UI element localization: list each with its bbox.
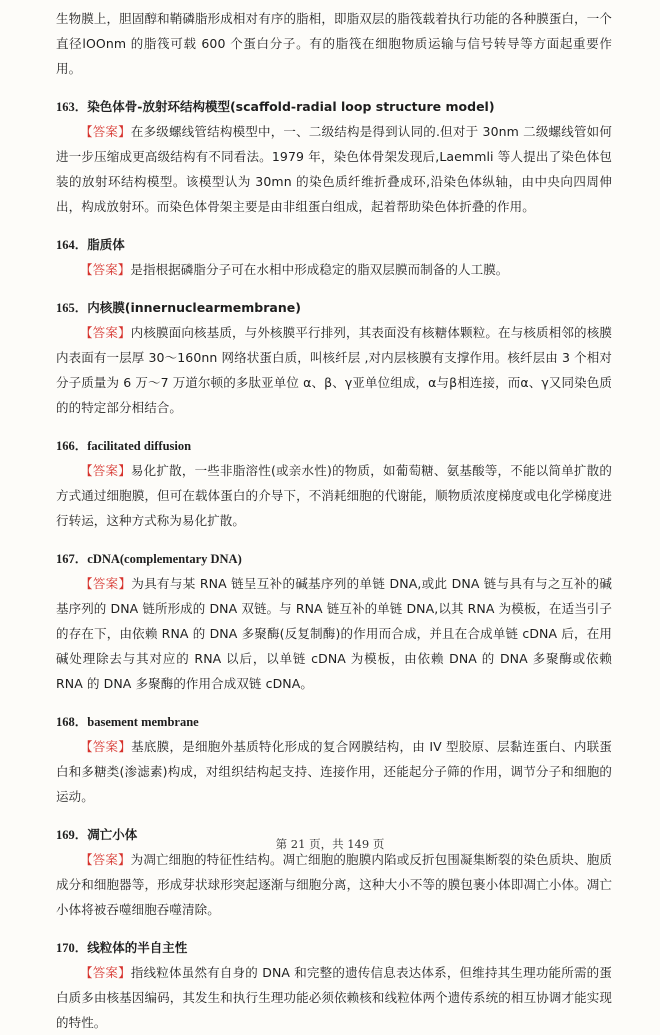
entry-term: cDNA(complementary DNA) <box>87 552 242 566</box>
entry-number: 167． <box>56 552 88 566</box>
glossary-entry <box>56 710 612 809</box>
answer-text: 为具有与某 RNA 链呈互补的碱基序列的单链 DNA,或此 DNA 链与具有与之互补的碱基序列的 DNA 链所形成的 DNA 双链。与 RNA 链互补的单链 DNA,以其 RNA 为模板，在适当引子的存在下，由依赖 RNA 的 DNA 多聚酶(反复制酶)的作用而合成，并且在合成单链 cDNA 后，在用碱处理除去与其对应的 RNA 以后，以单链 cDNA 为模板，由依赖 DNA 的 DNA 多聚酶或依赖 RNA 的 DNA 多聚酶的作用合成双链 cDNA。 <box>56 576 612 691</box>
glossary-entry <box>56 95 612 219</box>
entry-heading <box>56 233 612 257</box>
entry-answer <box>56 257 612 282</box>
answer-tag: 【答案】 <box>80 576 132 591</box>
entry-answer <box>56 320 612 420</box>
glossary-entry <box>56 296 612 420</box>
answer-tag: 【答案】 <box>80 852 131 867</box>
entry-heading <box>56 296 612 320</box>
answer-text: 内核膜面向核基质，与外核膜平行排列，其表面没有核糖体颗粒。在与核质相邻的核膜内表面有一层厚 30～160nn 网络状蛋白质，叫核纤层 ,对内层核膜有支撑作用。核纤层由 3 个相对分子质量为 6 万～7 万道尔顿的多肽亚单位 α、β、γ亚单位组成，α与β相连接，而α、γ又同染色质的的特定部分相结合。 <box>56 325 612 415</box>
entry-term: 染色体骨-放射环结构模型(scaffold-radial loop structure model) <box>87 99 495 114</box>
entry-term: basement membrane <box>87 715 199 729</box>
answer-text: 是指根据磷脂分子可在水相中形成稳定的脂双层膜而制备的人工膜。 <box>130 262 509 277</box>
entry-answer <box>56 734 612 809</box>
answer-text: 基底膜，是细胞外基质特化形成的复合网膜结构，由 IV 型胶原、层黏连蛋白、内联蛋白和多糖类(渗滤素)构成，对组织结构起支持、连接作用，还能起分子筛的作用，调节分子和细胞的运动。 <box>56 739 612 804</box>
entry-number: 165． <box>56 301 88 315</box>
entry-answer <box>56 960 612 1035</box>
answer-tag: 【答案】 <box>80 463 131 478</box>
entry-heading <box>56 710 612 734</box>
answer-text: 指线粒体虽然有自身的 DNA 和完整的遗传信息表达体系，但维持其生理功能所需的蛋白质多由核基因编码，其发生和执行生理功能必须依赖核和线粒体两个遗传系统的相互协调才能实现的特性。 <box>56 965 612 1030</box>
entry-heading <box>56 547 612 571</box>
entry-answer <box>56 119 612 219</box>
entry-number: 164． <box>56 238 88 252</box>
page-footer: 第 21 页，共 149 页 <box>275 837 385 851</box>
entry-heading <box>56 95 612 119</box>
answer-tag: 【答案】 <box>80 124 131 139</box>
answer-tag: 【答案】 <box>80 965 131 980</box>
entry-heading <box>56 434 612 458</box>
entry-answer <box>56 847 612 922</box>
entry-number: 170． <box>56 941 88 955</box>
entry-term: 凋亡小体 <box>87 827 138 842</box>
answer-text: 为凋亡细胞的特征性结构。凋亡细胞的胞膜内陷或反折包围凝集断裂的染色质块、胞质成分和细胞器等，形成芽状球形突起逐渐与细胞分离，这种大小不等的膜包裹小体即凋亡小体。凋亡小体将被吞噬细胞吞噬清除。 <box>56 852 612 917</box>
glossary-entry <box>56 547 612 696</box>
glossary-entry <box>56 233 612 282</box>
entry-term: 脂质体 <box>87 237 125 252</box>
glossary-entry <box>56 434 612 533</box>
entry-list <box>56 95 612 1035</box>
answer-tag: 【答案】 <box>80 325 131 340</box>
entry-term: 内核膜(innernuclearmembrane) <box>87 300 301 315</box>
entry-number: 168． <box>56 715 88 729</box>
entry-term: 线粒体的半自主性 <box>87 940 188 955</box>
entry-heading <box>56 936 612 960</box>
lead-paragraph <box>56 6 612 81</box>
lead-text: 生物膜上，胆固醇和鞘磷脂形成相对有序的脂相，即脂双层的脂筏载着执行功能的各种膜蛋白，一个直径lOOnm 的脂筏可载 600 个蛋白分子。有的脂筏在细胞物质运输与信号转导等方面起重要作用。 <box>56 11 612 76</box>
answer-tag: 【答案】 <box>80 262 131 277</box>
glossary-entry <box>56 936 612 1035</box>
entry-term: facilitated diffusion <box>87 439 192 453</box>
entry-number: 166． <box>56 439 88 453</box>
entry-answer <box>56 571 612 696</box>
entry-number: 163． <box>56 100 88 114</box>
answer-text: 在多级螺线管结构模型中，一、二级结构是得到认同的.但对于 30nm 二级螺线管如何进一步压缩成更高级结构有不同看法。1979 年，染色体骨架发现后,Laemmli 等人提出了染色体包装的放射环结构模型。该模型认为 30mn 的染色质纤维折叠成环,沿染色体纵轴，由中央向四周伸出，构成放射环。而染色体骨架主要是由非组蛋白组成，起着帮助染色体折叠的作用。 <box>56 124 612 214</box>
answer-text: 易化扩散，一些非脂溶性(或亲水性)的物质，如葡萄糖、氨基酸等，不能以简单扩散的方式通过细胞膜，但可在载体蛋白的介导下，不消耗细胞的代谢能，顺物质浓度梯度或电化学梯度进行转运，这种方式称为易化扩散。 <box>56 463 612 528</box>
answer-tag: 【答案】 <box>80 739 132 754</box>
entry-answer <box>56 458 612 533</box>
entry-number: 169． <box>56 828 88 842</box>
